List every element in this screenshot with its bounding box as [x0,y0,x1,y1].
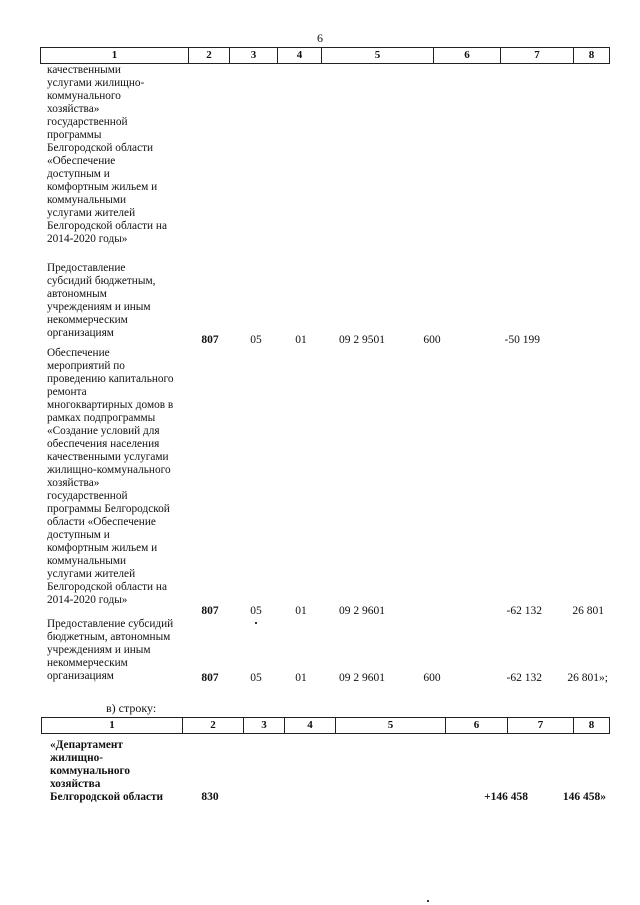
cell-value: 146 458» [562,791,606,803]
table-header-2 [41,717,610,734]
cell-value: 807 [201,672,219,684]
col-header: 5 [321,48,433,63]
cell-value: 05 [250,672,262,684]
cell-value: -62 132 [506,605,542,617]
scan-speck [427,900,429,902]
cell-value: 01 [295,605,307,617]
col-header: 7 [500,48,573,63]
cell-value: 26 801»; [567,672,608,684]
row-description: Предоставление субсидий бюджетным, автономным учреждениям и иным некоммерческим организациям [47,262,156,339]
col-header: 1 [109,719,115,731]
cell-value: 600 [423,672,441,684]
cell-value: 05 [250,334,262,346]
table-header-1 [40,47,610,64]
cell-value: 09 2 9601 [339,605,385,617]
cell-value: 26 801 [572,605,604,617]
cell-value: -50 199 [504,334,540,346]
cell-value: 807 [201,605,219,617]
col-header: 1 [111,49,118,61]
col-header: 4 [277,48,321,63]
cell-value: +146 458 [484,791,528,803]
cell-value: 01 [295,334,307,346]
cell-value: 01 [295,672,307,684]
section-label: в) строку: [106,701,157,715]
col-header: 8 [573,718,609,733]
col-header: 2 [188,48,229,63]
row-description: Обеспечение мероприятий по проведению капитального ремонта многоквартирных домов в рамках подпрограммы «Создание условий для обеспечения населения качественными услугами жилищно-коммунального хозяйства» государственной программы Белгородской области «Обеспечение доступным и комфортным жильем и коммунальными услугами жителей Белгородской области на 2014-2020 годы» [47,347,174,606]
col-header: 8 [573,48,609,63]
cell-value: 09 2 9601 [339,672,385,684]
col-header: 7 [507,718,573,733]
page-number: 6 [317,31,323,45]
col-header: 3 [243,718,284,733]
col-header: 6 [445,718,507,733]
col-header: 6 [433,48,500,63]
row-description: «Департамент жилищно- коммунального хозяйства Белгородской области [50,739,164,803]
col-header: 3 [229,48,277,63]
cell-value: 600 [423,334,441,346]
scan-speck [255,622,257,624]
row-description: качественными услугами жилищно- коммунального хозяйства» государственной программы Белгородской области «Обеспечение доступным и комфортным жильем и коммунальными услугами жителей Белгородской области на 2014-2020 годы» [47,64,167,245]
cell-value: 05 [250,605,262,617]
col-header: 2 [182,718,243,733]
cell-value: 807 [201,334,219,346]
cell-value: -62 132 [506,672,542,684]
col-header: 5 [335,718,445,733]
cell-value: 09 2 9501 [339,334,385,346]
row-description: Предоставление субсидий бюджетным, автономным учреждениям и иным некоммерческим организациям [47,618,174,682]
cell-value: 830 [201,791,219,803]
col-header: 4 [284,718,335,733]
